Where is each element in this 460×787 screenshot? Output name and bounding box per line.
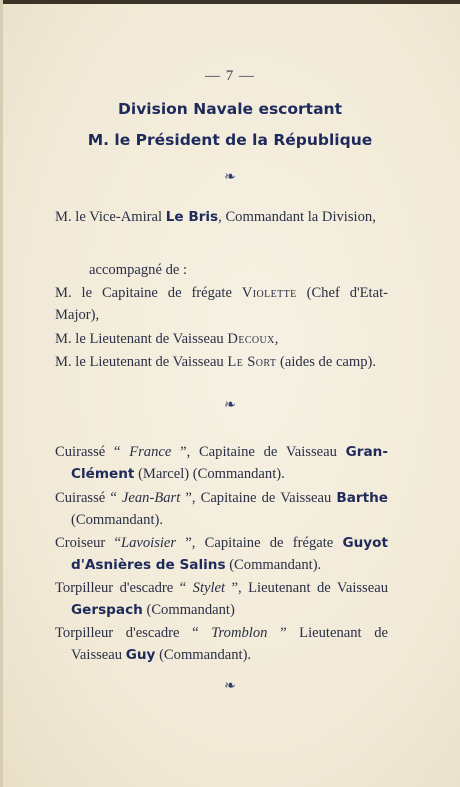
ship-name-stylet: Stylet: [192, 580, 226, 596]
ship-name-france: France: [129, 444, 172, 460]
heading-line-2: M. le Président de la République: [87, 131, 373, 149]
fleuron-ornament-icon: ❧: [224, 679, 236, 694]
ship-name-jean-bart: Jean-Bart: [121, 490, 181, 506]
accompanied-by: accompagné de :: [89, 262, 188, 278]
page-number: — 7 —: [205, 68, 255, 84]
ship-jean-bart-entry: Cuirassé “ Jean-Bart ”, Capitaine de Vaisseau Barthe (Commandant).: [55, 490, 388, 528]
aide-decoux-name: Decoux: [227, 331, 275, 347]
page-top-edge: [0, 0, 460, 4]
ship-lavoisier-entry: Croiseur “Lavoisier ”, Capitaine de frégate Guyot d'Asnières de Salins (Commandant).: [55, 535, 388, 573]
ship-name-tromblon: Tromblon: [211, 625, 268, 641]
ship-france-entry: Cuirassé “ France ”, Capitaine de Vaisseau Gran-Clément (Marcel) (Commandant).: [55, 444, 388, 482]
commander-guy: Guy: [125, 647, 156, 663]
fleuron-ornament-icon: ❧: [224, 398, 236, 413]
fleuron-ornament-icon: ❧: [224, 170, 236, 185]
commander-gerspach: Gerspach: [71, 602, 143, 618]
commander-guyot: Guyot d'Asnières de Salins: [71, 535, 388, 573]
aide-decoux-entry: M. le Lieutenant de Vaisseau Decoux,: [55, 331, 279, 347]
ship-stylet-entry: Torpilleur d'escadre “ Stylet ”, Lieutenant de Vaisseau Gerspach (Commandant): [55, 580, 388, 618]
chief-of-staff-name: Violette: [241, 285, 297, 301]
ship-name-lavoisier: Lavoisier: [120, 535, 177, 551]
vice-admiral-entry: M. le Vice-Amiral Le Bris, Commandant la Division,: [55, 209, 376, 225]
aide-le-sort-entry: M. le Lieutenant de Vaisseau Le Sort (aides de camp).: [55, 354, 377, 370]
page-binding-edge: [0, 0, 3, 787]
vice-admiral-name: Le Bris: [165, 209, 219, 225]
commander-gran-clement: Gran-Clément: [71, 444, 388, 482]
commander-barthe: Barthe: [336, 490, 388, 506]
aide-le-sort-name: Le Sort: [227, 354, 277, 370]
chief-of-staff-entry: M. le Capitaine de frégate Violette (Chef d'Etat-Major),: [55, 285, 388, 323]
ship-tromblon-entry: Torpilleur d'escadre “ Tromblon ” Lieutenant de Vaisseau Guy (Commandant).: [55, 625, 388, 663]
heading-line-1: Division Navale escortant: [118, 100, 342, 118]
